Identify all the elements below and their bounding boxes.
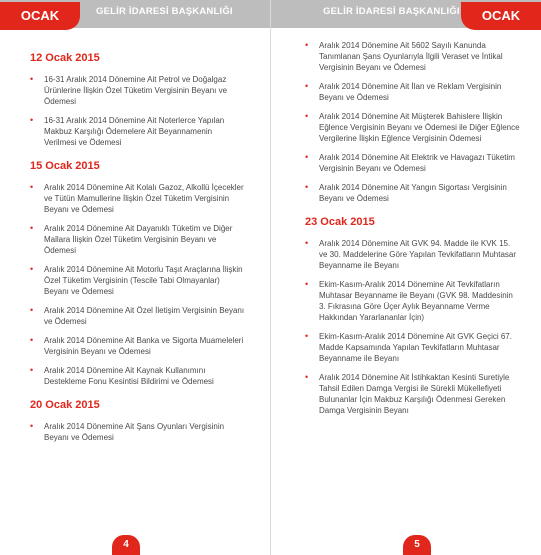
bullet-icon: • bbox=[305, 372, 309, 382]
list-item-text: Aralık 2014 Dönemine Ait Müşterek Bahislere İlişkin Eğlence Vergisinin Beyanı ve Ödemesi ile Diğer Eğlence Vergilerine İlişkin Eğlence Vergisinin Ödemesi bbox=[319, 112, 520, 143]
list-item bbox=[30, 182, 245, 215]
bullet-icon: • bbox=[305, 152, 309, 162]
bullet-icon: • bbox=[30, 264, 34, 274]
list-item bbox=[30, 115, 245, 148]
page-number-left: 4 bbox=[112, 535, 140, 555]
list-item-text: Aralık 2014 Dönemine Ait Şans Oyunları Vergisinin Beyanı ve Ödemesi bbox=[44, 422, 225, 442]
item-list bbox=[30, 74, 245, 148]
list-item bbox=[305, 40, 520, 73]
bullet-icon: • bbox=[305, 111, 309, 121]
bullet-icon: • bbox=[305, 81, 309, 91]
list-item-text: 16-31 Aralık 2014 Dönemine Ait Noterlerce Yapılan Makbuz Karşılığı Ödemelere Ait Beyannamenin Verilmesi ve Ödemesi bbox=[44, 116, 225, 147]
list-item-text: Aralık 2014 Dönemine Ait Kaynak Kullanımını Destekleme Fonu Kesintisi Bildirimi ve Ödemesi bbox=[44, 366, 214, 386]
list-item bbox=[305, 238, 520, 271]
header-title-right: GELİR İDARESİ BAŞKANLIĞI bbox=[323, 6, 460, 17]
date-heading: 20 Ocak 2015 bbox=[30, 399, 100, 411]
bullet-icon: • bbox=[305, 238, 309, 248]
list-item bbox=[305, 182, 520, 204]
bullet-icon: • bbox=[30, 421, 34, 431]
list-item-text: Aralık 2014 Dönemine Ait Dayanıklı Tüketim ve Diğer Mallara İlişkin Özel Tüketim Vergisinin Beyanı ve Ödemesi bbox=[44, 224, 233, 255]
item-list bbox=[30, 182, 245, 387]
left-page-content bbox=[30, 40, 245, 451]
right-page-content bbox=[305, 40, 520, 424]
header-title-left: GELİR İDARESİ BAŞKANLIĞI bbox=[96, 6, 233, 17]
bullet-icon: • bbox=[305, 182, 309, 192]
list-item-text: Aralık 2014 Dönemine Ait İlan ve Reklam Vergisinin Beyanı ve Ödemesi bbox=[319, 82, 502, 102]
list-item bbox=[30, 264, 245, 297]
list-item-text: Aralık 2014 Dönemine Ait Kolalı Gazoz, Alkollü İçecekler ve Tütün Mamullerine İlişkin Özel Tüketim Vergisinin Beyanı ve Ödemesi bbox=[44, 183, 244, 214]
item-list bbox=[305, 238, 520, 416]
list-item-text: Ekim-Kasım-Aralık 2014 Dönemine Ait Tevkifatların Muhtasar Beyanname ile Beyanı (GVK 98. Maddesinin 3. Fıkrasına Göre Üçer Aylık Beyanname Verme Hakkından Yararlananlar İçin) bbox=[319, 280, 513, 322]
list-item-text: Ekim-Kasım-Aralık 2014 Dönemine Ait GVK Geçici 67. Madde Kapsamında Yapılan Tevkifatların Muhtasar Beyanname ile Beyanı bbox=[319, 332, 512, 363]
date-heading: 15 Ocak 2015 bbox=[30, 160, 100, 172]
bullet-icon: • bbox=[30, 365, 34, 375]
bullet-icon: • bbox=[30, 305, 34, 315]
bullet-icon: • bbox=[30, 223, 34, 233]
bullet-icon: • bbox=[30, 182, 34, 192]
list-item bbox=[305, 152, 520, 174]
date-heading: 23 Ocak 2015 bbox=[305, 216, 375, 228]
list-item bbox=[30, 74, 245, 107]
list-item bbox=[30, 305, 245, 327]
list-item-text: Aralık 2014 Dönemine Ait Özel İletişim Vergisinin Beyanı ve Ödemesi bbox=[44, 306, 245, 326]
bullet-icon: • bbox=[305, 331, 309, 341]
item-list bbox=[30, 421, 245, 443]
list-item bbox=[30, 335, 245, 357]
month-tab-right: OCAK bbox=[461, 2, 541, 30]
list-item bbox=[305, 279, 520, 323]
page-divider bbox=[270, 0, 271, 555]
list-item-text: Aralık 2014 Dönemine Ait GVK 94. Madde ile KVK 15. ve 30. Maddelerine Göre Yapılan Tevkifatların Muhtasar Beyanname ile Beyanı bbox=[319, 239, 516, 270]
list-item-text: Aralık 2014 Dönemine Ait Yangın Sigortası Vergisinin Beyanı ve Ödemesi bbox=[319, 183, 507, 203]
bullet-icon: • bbox=[30, 335, 34, 345]
bullet-icon: • bbox=[305, 40, 309, 50]
list-item-text: Aralık 2014 Dönemine Ait Banka ve Sigorta Muameleleri Vergisinin Beyanı ve Ödemesi bbox=[44, 336, 244, 356]
bullet-icon: • bbox=[305, 279, 309, 289]
page-number-right: 5 bbox=[403, 535, 431, 555]
list-item-text: Aralık 2014 Dönemine Ait Elektrik ve Havagazı Tüketim Vergisinin Beyanı ve Ödemesi bbox=[319, 153, 515, 173]
list-item-text: 16-31 Aralık 2014 Dönemine Ait Petrol ve Doğalgaz Ürünlerine İlişkin Özel Tüketim Vergisinin Beyanı ve Ödemesi bbox=[44, 75, 228, 106]
month-tab-left: OCAK bbox=[0, 2, 80, 30]
list-item-text: Aralık 2014 Dönemine Ait İstihkaktan Kesinti Suretiyle Tahsil Edilen Damga Vergisi ile Sürekli Mükellefiyeti Bulunanlar İçin Makbuz Karşılığı Ödenmesi Gereken Damga Vergisinin Beyanı bbox=[319, 373, 510, 415]
list-item-text: Aralık 2014 Dönemine Ait Motorlu Taşıt Araçlarına İlişkin Özel Tüketim Vergisinin (Tescile Tabi Olmayanlar) Beyanı ve Ödemesi bbox=[44, 265, 243, 296]
list-item bbox=[30, 421, 245, 443]
list-item bbox=[305, 331, 520, 364]
list-item-text: Aralık 2014 Dönemine Ait 5602 Sayılı Kanunda Tanımlanan Şans Oyunlarıyla İlgili Veraset ve İntikal Vergisinin Beyanı ve Ödemesi bbox=[319, 41, 503, 72]
bullet-icon: • bbox=[30, 115, 34, 125]
list-item bbox=[305, 81, 520, 103]
list-item bbox=[305, 111, 520, 144]
item-list bbox=[305, 40, 520, 204]
list-item bbox=[30, 223, 245, 256]
list-item bbox=[30, 365, 245, 387]
date-heading: 12 Ocak 2015 bbox=[30, 52, 100, 64]
list-item bbox=[305, 372, 520, 416]
bullet-icon: • bbox=[30, 74, 34, 84]
